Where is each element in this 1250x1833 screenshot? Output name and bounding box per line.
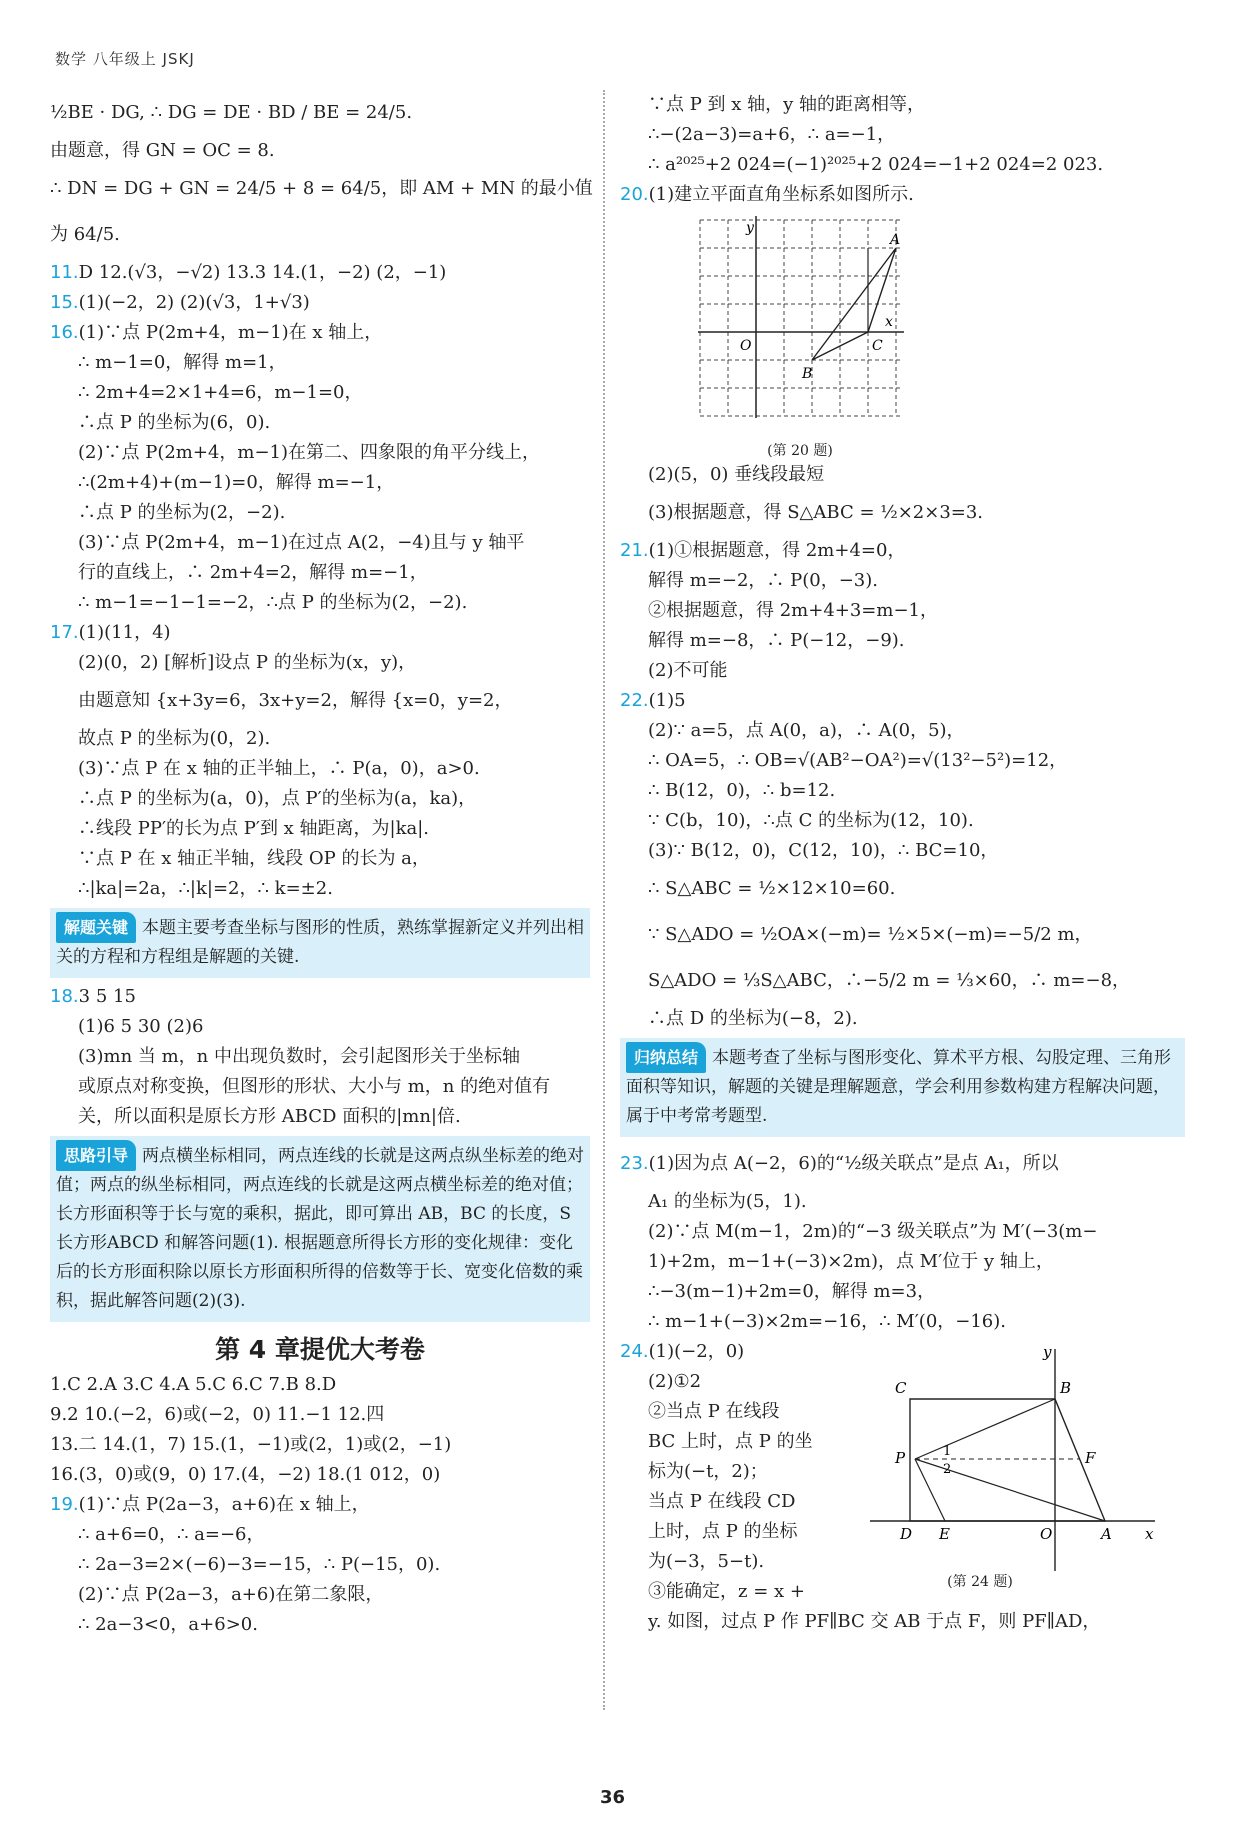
text-line — [50, 1430, 590, 1460]
line-text: (1)6 5 30 (2)6 — [78, 1016, 204, 1037]
fig24-angle-1: 1 — [943, 1444, 952, 1459]
text-line — [50, 618, 590, 648]
text-line — [50, 1580, 590, 1610]
line-text: 3 5 15 — [78, 986, 136, 1007]
text-line — [50, 1400, 590, 1430]
text-line — [620, 596, 1185, 626]
figure-24-graph — [865, 1341, 1165, 1571]
line-text: (1)∵点 P(2a−3，a+6)在 x 轴上， — [78, 1494, 370, 1515]
hint-box — [50, 1136, 590, 1322]
text-line — [50, 318, 590, 348]
fig24-point-a: A — [1101, 1525, 1112, 1543]
text-line — [620, 460, 1185, 490]
text-line — [620, 866, 1185, 912]
line-text: ∴点 P 的坐标为(6，0). — [78, 412, 271, 433]
line-text: ∴−(2a−3)=a+6，∴ a=−1， — [648, 124, 896, 145]
question-number: 18. — [50, 986, 79, 1007]
line-text: (3)∵ B(12，0)，C(12，10)，∴ BC=10， — [648, 840, 999, 861]
figure-24 — [865, 1341, 1165, 1591]
line-text: ∴ a²⁰²⁵+2 024=(−1)²⁰²⁵+2 024=−1+2 024=2 023. — [648, 154, 1104, 175]
text-line — [50, 1460, 590, 1490]
fig24-point-p: P — [895, 1449, 906, 1467]
line-text: 或原点对称变换，但图形的形状、大小与 m，n 的绝对值有 — [78, 1076, 551, 1097]
line-text: 1.C 2.A 3.C 4.A 5.C 6.C 7.B 8.D — [50, 1374, 337, 1395]
text-line — [620, 1141, 1185, 1187]
text-line — [50, 678, 590, 724]
text-line — [50, 754, 590, 784]
text-line — [50, 1610, 590, 1640]
fig20-origin: O — [740, 338, 752, 354]
line-text: D 12.(√3，−√2) 13.3 14.(1，−2) (2，−1) — [78, 262, 447, 283]
text-line — [50, 814, 590, 844]
line-text: ∴ 2a−3<0，a+6>0. — [78, 1614, 258, 1635]
text-line — [50, 166, 593, 212]
line-text: (1)5 — [648, 690, 686, 711]
line-text: ∴ DN = DG + GN = 24/5 + 8 = 64/5，即 AM + MN 的最小值 — [50, 178, 593, 199]
text-line — [50, 1370, 590, 1400]
text-line — [620, 686, 1185, 716]
question-number: 16. — [50, 322, 79, 343]
summary-box — [620, 1038, 1185, 1137]
line-text: 标为(−t，2)； — [648, 1461, 768, 1482]
line-text: ∴ S△ABC = ½×12×10=60. — [648, 878, 896, 899]
text-line — [620, 958, 1185, 1004]
fig24-point-b: B — [1060, 1379, 1072, 1397]
line-text: ②当点 P 在线段 — [648, 1401, 780, 1422]
text-line — [50, 498, 590, 528]
text-line — [620, 746, 1185, 776]
fig24-origin: O — [1040, 1525, 1053, 1543]
text-line — [50, 378, 590, 408]
line-text: 13.二 14.(1，7) 15.(1，−1)或(2，1)或(2，−1) — [50, 1434, 452, 1455]
line-text: ③能确定，z = x + — [648, 1581, 805, 1602]
line-text: (2)①2 — [648, 1371, 702, 1392]
line-text: (3)根据题意，得 S△ABC = ½×2×3=3. — [648, 502, 984, 523]
text-line — [50, 348, 590, 378]
line-text: A₁ 的坐标为(5，1). — [648, 1191, 807, 1212]
line-text: ∴点 P 的坐标为(a，0)，点 P′的坐标为(a，ka)， — [78, 788, 477, 809]
line-text: 9.2 10.(−2，6)或(−2，0) 11.−1 12.四 — [50, 1404, 385, 1425]
figure-20 — [680, 210, 1185, 460]
line-text: 1)+2m，m−1+(−3)×2m)，点 M′位于 y 轴上， — [648, 1251, 1054, 1272]
text-line — [50, 558, 590, 588]
key-point-text: 本题主要考查坐标与图形的性质，熟练掌握新定义并列出相关的方程和方程组是解题的关键. — [56, 918, 585, 967]
line-text: ∴−3(m−1)+2m=0，解得 m=3， — [648, 1281, 936, 1302]
text-line — [50, 724, 590, 754]
text-line — [620, 912, 1185, 958]
line-text: ②根据题意，得 2m+4+3=m−1， — [648, 600, 938, 621]
line-text: 上时，点 P 的坐标 — [648, 1521, 798, 1542]
page-number: 36 — [600, 1787, 626, 1808]
text-line — [50, 1490, 590, 1520]
summary-tag: 归纳总结 — [626, 1042, 706, 1073]
key-point-box — [50, 908, 590, 978]
text-line — [620, 150, 1185, 180]
question-number: 21. — [620, 540, 649, 561]
question-number: 23. — [620, 1153, 649, 1174]
fig20-x-label: x — [885, 314, 893, 330]
line-text: 解得 m=−2，∴ P(0，−3). — [648, 570, 878, 591]
question-number: 17. — [50, 622, 79, 643]
hint-tag: 思路引导 — [56, 1140, 136, 1171]
question-number: 15. — [50, 292, 79, 313]
text-line — [620, 1607, 1185, 1637]
line-text: ∴ 2a−3=2×(−6)−3=−15，∴ P(−15，0). — [78, 1554, 441, 1575]
fig20-point-c: C — [872, 338, 883, 354]
text-line — [50, 1102, 590, 1132]
line-text: (1)因为点 A(−2，6)的“½级关联点”是点 A₁，所以 — [648, 1153, 1059, 1174]
line-text: (1)建立平面直角坐标系如图所示. — [648, 184, 914, 205]
line-text: (3)∵点 P(2m+4，m−1)在过点 A(2，−4)且与 y 轴平 — [78, 532, 525, 553]
text-line — [50, 408, 590, 438]
text-line — [50, 1550, 590, 1580]
fig20-y-label: y — [746, 220, 754, 236]
text-line — [50, 1520, 590, 1550]
fig20-point-b: B — [802, 366, 813, 382]
text-line — [50, 784, 590, 814]
line-text: (2)∵点 M(m−1，2m)的“−3 级关联点”为 M′(−3(m− — [648, 1221, 1098, 1242]
line-text: (1)①根据题意，得 2m+4=0， — [648, 540, 906, 561]
line-text: 16.(3，0)或(9，0) 17.(4，−2) 18.(1 012，0) — [50, 1464, 441, 1485]
line-text: ½BE · DG, ∴ DG = DE · BD / BE = 24/5. — [50, 102, 413, 123]
right-column — [620, 90, 1185, 1637]
line-text: (1)∵点 P(2m+4，m−1)在 x 轴上， — [78, 322, 383, 343]
line-text: ∴ 2m+4=2×1+4=6，m−1=0， — [78, 382, 363, 403]
question-number: 24. — [620, 1341, 649, 1362]
text-line — [50, 288, 590, 318]
line-text: ∴点 D 的坐标为(−8，2). — [648, 1008, 858, 1029]
text-line — [620, 1004, 1185, 1034]
fig24-point-d: D — [900, 1525, 913, 1543]
text-line — [620, 120, 1185, 150]
line-text: (2)(5，0) 垂线段最短 — [648, 464, 825, 485]
text-line — [620, 716, 1185, 746]
text-line — [620, 836, 1185, 866]
text-line — [620, 566, 1185, 596]
text-line — [50, 1072, 590, 1102]
column-divider — [603, 90, 605, 1710]
text-line — [620, 776, 1185, 806]
text-line — [50, 844, 590, 874]
text-line — [50, 588, 590, 618]
text-line — [50, 648, 590, 678]
line-text: (1)(−2，2) (2)(√3，1+√3) — [78, 292, 310, 313]
text-line — [50, 982, 590, 1012]
text-line — [620, 1247, 1185, 1277]
text-line — [620, 1217, 1185, 1247]
text-line — [50, 212, 590, 258]
text-line — [620, 1307, 1185, 1337]
line-text: ∴|ka|=2a，∴|k|=2，∴ k=±2. — [78, 878, 333, 899]
line-text: ∴ m−1=0，解得 m=1， — [78, 352, 287, 373]
hint-text: 两点横坐标相同，两点连线的长就是这两点纵坐标差的绝对值；两点的纵坐标相同，两点连线的长就是这两点横坐标差的绝对值；长方形面积等于长与宽的乘积，据此，即可算出 AB，BC 的长度，S长方形ABCD 和解答问题(1). 根据题意所得长方形的变化规律：变化后的长方形面积除以原长方形面积所得的倍数等于长、宽变化倍数的乘积，据此解答问题(2)(3). — [56, 1146, 585, 1311]
fig24-point-f: F — [1085, 1449, 1096, 1467]
question-number: 20. — [620, 184, 649, 205]
line-text: (2)(0，2) [解析]设点 P 的坐标为(x，y)， — [78, 652, 417, 673]
line-text: ∴点 P 的坐标为(2，−2). — [78, 502, 286, 523]
line-text: 由题意，得 GN = OC = 8. — [50, 140, 275, 161]
summary-text: 本题考查了坐标与图形变化、算术平方根、勾股定理、三角形面积等知识，解题的关键是理解题意，学会利用参数构建方程解决问题，属于中考常考题型. — [626, 1048, 1172, 1126]
text-line — [50, 136, 590, 166]
question-number: 11. — [50, 262, 79, 283]
line-text: (1)(−2，0) — [648, 1341, 745, 1362]
left-column — [50, 90, 593, 1640]
text-line — [620, 806, 1185, 836]
line-text: 当点 P 在线段 CD — [648, 1491, 796, 1512]
line-text: 为 64/5. — [50, 224, 120, 245]
line-text: ∴ OA=5，∴ OB=√(AB²−OA²)=√(13²−5²)=12， — [648, 750, 1068, 771]
line-text: 为(−3，5−t). — [648, 1551, 765, 1572]
text-line — [50, 874, 590, 904]
line-text: (3)∵点 P 在 x 轴的正半轴上，∴ P(a，0)，a>0. — [78, 758, 480, 779]
line-text: (1)(11，4) — [78, 622, 171, 643]
line-text: 行的直线上，∴ 2m+4=2，解得 m=−1， — [78, 562, 428, 583]
line-text: (2)不可能 — [648, 660, 728, 681]
line-text: (2)∵点 P(2a−3，a+6)在第二象限， — [78, 1584, 384, 1605]
line-text: S△ADO = ⅓S△ABC，∴−5/2 m = ⅓×60，∴ m=−8， — [648, 970, 1131, 991]
line-text: ∵点 P 到 x 轴，y 轴的距离相等， — [648, 94, 926, 115]
line-text: ∴线段 PP′的长为点 P′到 x 轴距离，为|ka|. — [78, 818, 430, 839]
line-text: ∵点 P 在 x 轴正半轴，线段 OP 的长为 a， — [78, 848, 430, 869]
fig20-caption: (第 20 题) — [767, 443, 833, 459]
text-line — [620, 90, 1185, 120]
line-text: ∴ a+6=0，∴ a=−6， — [78, 1524, 265, 1545]
line-text: 关，所以面积是原长方形 ABCD 面积的|mn|倍. — [78, 1106, 461, 1127]
line-text: ∴(2m+4)+(m−1)=0，解得 m=−1， — [78, 472, 395, 493]
line-text: 解得 m=−8，∴ P(−12，−9). — [648, 630, 905, 651]
text-line — [620, 1277, 1185, 1307]
figure-20-graph — [680, 210, 920, 440]
line-text: (3)mn 当 m，n 中出现负数时，会引起图形关于坐标轴 — [78, 1046, 520, 1067]
question-number: 22. — [620, 690, 649, 711]
text-line — [50, 1042, 590, 1072]
line-text: ∴ m−1+(−3)×2m=−16，∴ M′(0，−16). — [648, 1311, 1007, 1332]
fig20-point-a: A — [890, 232, 901, 248]
question-number: 19. — [50, 1494, 79, 1515]
line-text: ∵ S△ADO = ½OA×(−m)= ½×5×(−m)=−5/2 m， — [648, 924, 1093, 945]
text-line — [50, 90, 590, 136]
line-text: ∵ C(b，10)，∴点 C 的坐标为(12，10). — [648, 810, 974, 831]
text-line — [620, 180, 1185, 210]
fig24-y-label: y — [1043, 1343, 1052, 1361]
line-text: (2)∵点 P(2m+4，m−1)在第二、四象限的角平分线上， — [78, 442, 541, 463]
fig24-caption: (第 24 题) — [947, 1574, 1013, 1590]
line-text: (2)∵ a=5，点 A(0，a)，∴ A(0，5)， — [648, 720, 965, 741]
text-line — [50, 468, 590, 498]
fig24-point-c: C — [895, 1379, 907, 1397]
line-text: ∴ B(12，0)，∴ b=12. — [648, 780, 836, 801]
key-point-tag: 解题关键 — [56, 912, 136, 943]
fig24-x-label: x — [1145, 1525, 1154, 1543]
fig24-angle-2: 2 — [943, 1462, 952, 1477]
text-line — [620, 656, 1185, 686]
line-text: y. 如图，过点 P 作 PF∥BC 交 AB 于点 F，则 PF∥AD， — [648, 1611, 1101, 1632]
text-line — [50, 528, 590, 558]
page-header: 数学 八年级上 JSKJ — [55, 50, 195, 68]
chapter-title: 第 4 章提优大考卷 — [215, 1335, 425, 1364]
text-line — [620, 1187, 1185, 1217]
line-text: BC 上时，点 P 的坐 — [648, 1431, 813, 1452]
fig24-point-e: E — [939, 1525, 950, 1543]
text-line — [50, 258, 590, 288]
text-line — [50, 1012, 590, 1042]
text-line — [50, 438, 590, 468]
text-line — [620, 626, 1185, 656]
line-text: ∴ m−1=−1−1=−2，∴点 P 的坐标为(2，−2). — [78, 592, 468, 613]
text-line — [620, 536, 1185, 566]
text-line — [620, 490, 1185, 536]
line-text: 由题意知 {x+3y=6，3x+y=2，解得 {x=0，y=2， — [78, 690, 513, 711]
line-text: 故点 P 的坐标为(0，2). — [78, 728, 271, 749]
